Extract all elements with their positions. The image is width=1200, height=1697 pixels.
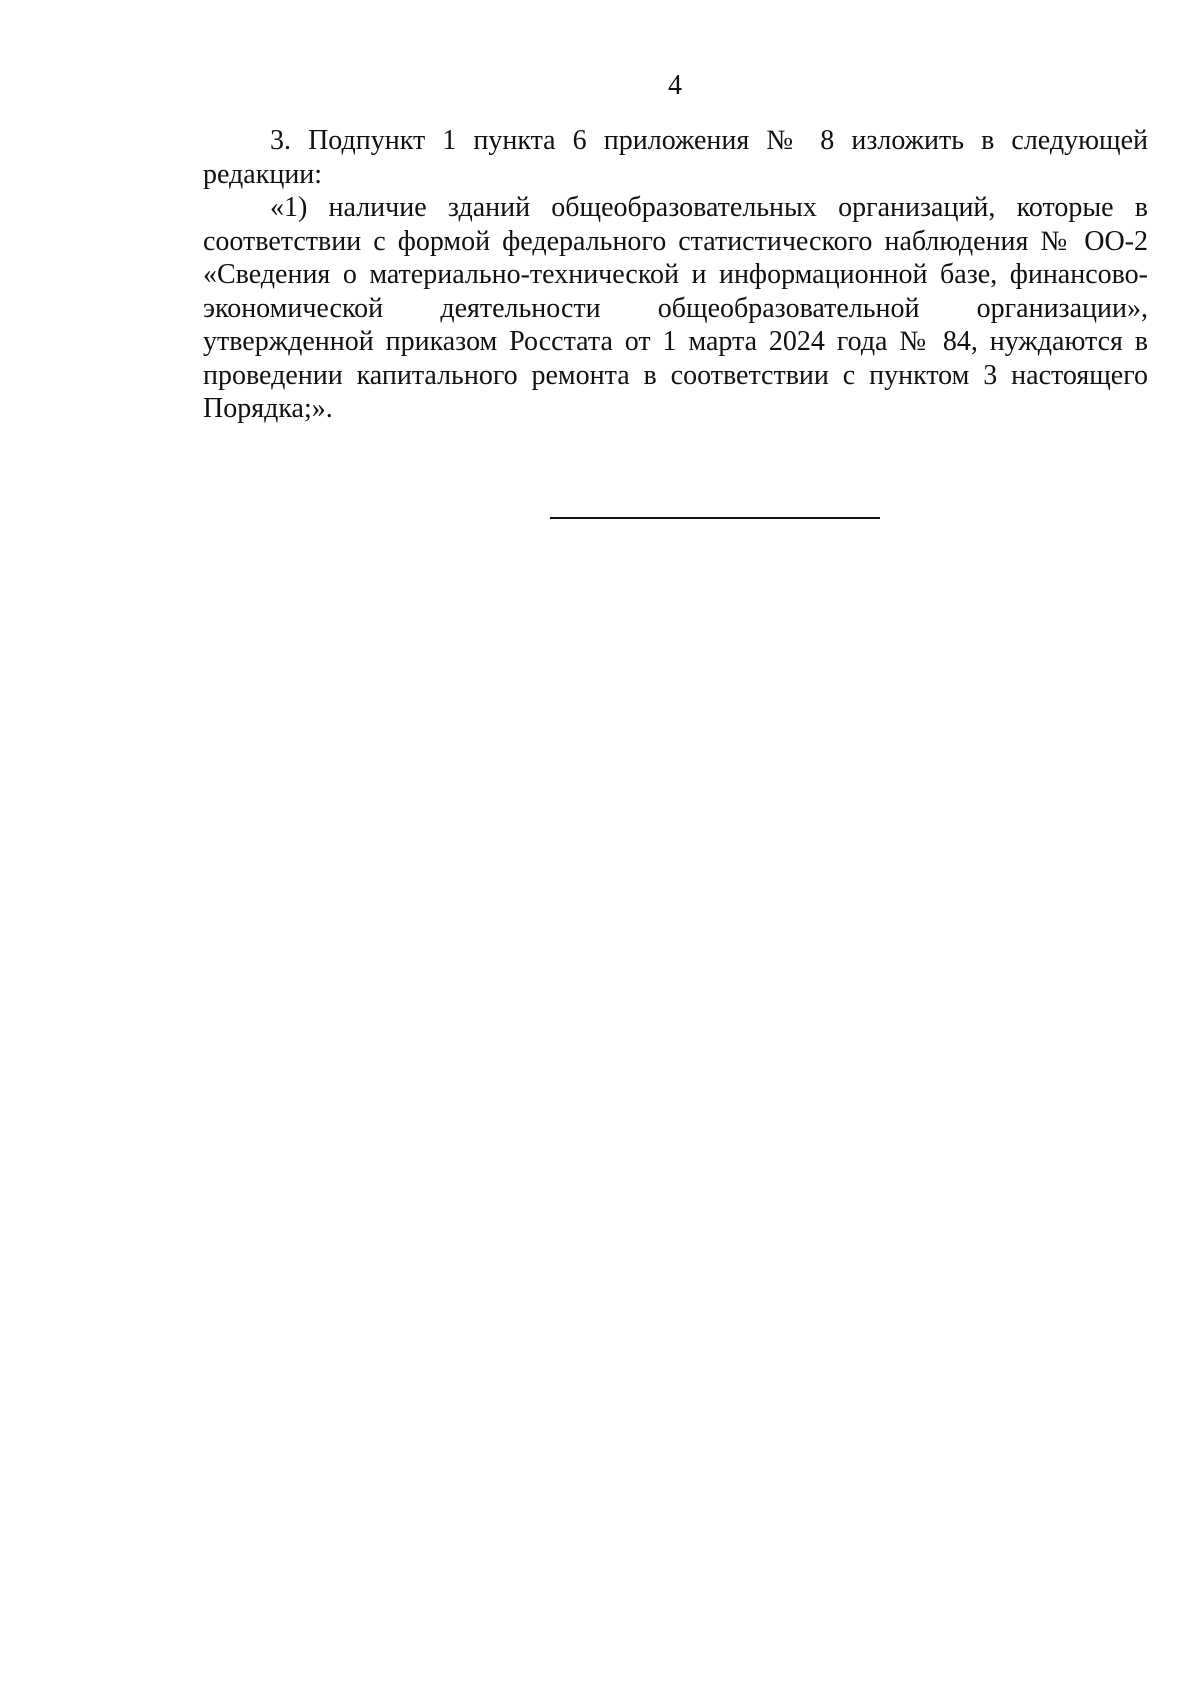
end-separator-line	[550, 517, 880, 519]
paragraph-amendment-instruction: 3. Подпункт 1 пункта 6 приложения № 8 изложить в следующей редакции:	[203, 125, 1148, 190]
document-body	[203, 124, 1148, 426]
page-number: 4	[668, 70, 682, 101]
paragraph-amendment-text: «1) наличие зданий общеобразовательных организаций, которые в соответствии с формой федерального статистического наблюдения № ОО-2 «Сведения о материально-технической и информационной базе, финансово-экономической деятельности общеобразовательной организации», утвержденной приказом Росстата от 1 марта 2024 года № 84, нуждаются в проведении капитального ремонта в соответствии с пунктом 3 настоящего Порядка;».	[203, 192, 1148, 424]
